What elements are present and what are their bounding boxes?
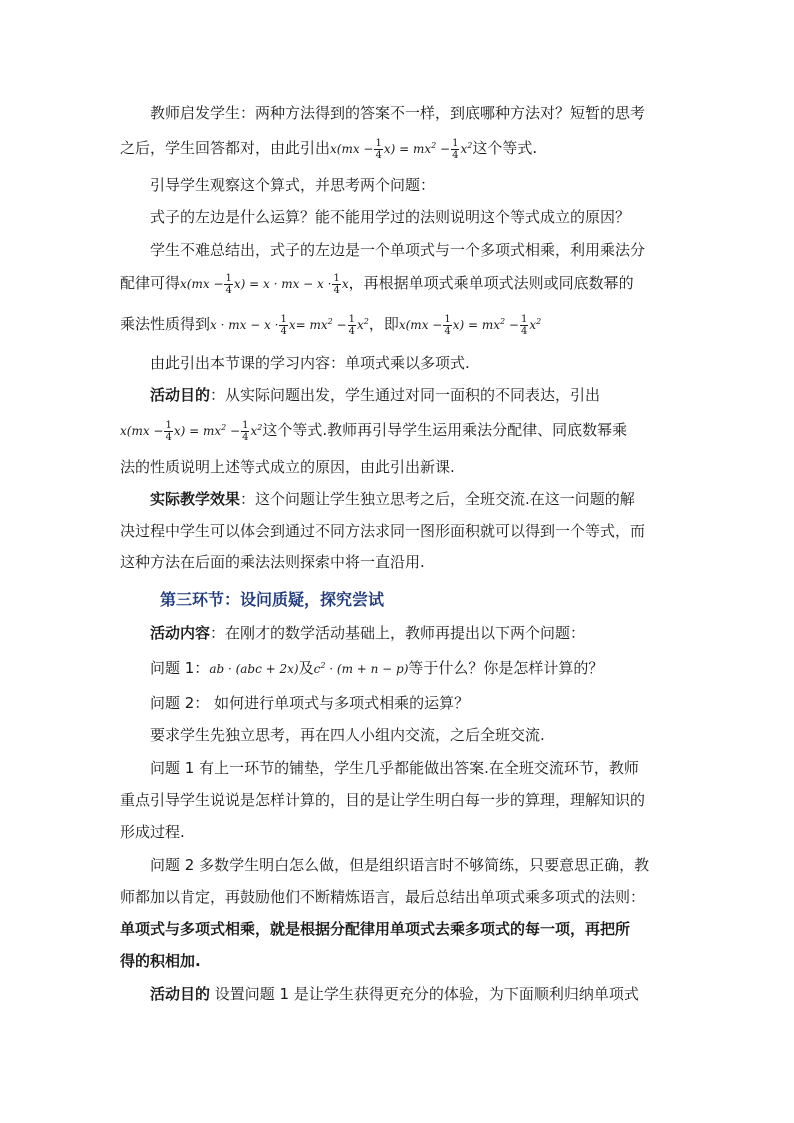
equation: x(mx − $\frac{1}{4}$ $x) = mx^2$ − $\frac{1}{4}$ $x^2$: [398, 314, 542, 337]
activity-purpose-label: 活动目的: [150, 386, 211, 404]
paragraph-line: 引导学生观察这个算式，并思考两个问题：: [150, 176, 436, 194]
paragraph-line: 决过程中学生可以体会到通过不同方法求同一图形面积就可以得到一个等式，而: [120, 522, 646, 540]
paragraph-line: 活动内容：在刚才的数学活动基础上，教师再提出以下两个问题：: [150, 624, 586, 642]
paragraph-line: 重点引导学生说说是怎样计算的，目的是让学生明白每一步的算理，理解知识的: [120, 791, 646, 809]
section-heading: 第三环节：设问质疑，探究尝试: [160, 590, 385, 609]
paragraph-line: 活动目的 设置问题 1 是让学生获得更充分的体验，为下面顺利归纳单项式: [150, 985, 639, 1003]
activity-purpose-label: 活动目的: [150, 985, 211, 1003]
paragraph-line: 师都加以肯定，再鼓励他们不断精炼语言，最后总结出单项式乘多项式的法则：: [120, 888, 646, 906]
activity-content-label: 活动内容: [150, 624, 211, 642]
paragraph-line: 这种方法在后面的乘法法则探索中将一直沿用.: [120, 553, 425, 571]
paragraph-line: 由此引出本节课的学习内容：单项式乘以多项式.: [150, 354, 470, 372]
paragraph-line: 问题 2 多数学生明白怎么做，但是组织语言时不够简练，只要意思正确，教: [150, 856, 650, 874]
paragraph-line: 乘法性质得到x · mx − x · $\frac{1}{4}$ $x= mx^2$ − $\frac{1}{4}$ $x^2$，即x(mx − $\frac{1}{4}$ $x) = mx^2$ − $\frac{1}{4}$ $x^2$: [120, 314, 542, 337]
paragraph-line: x(mx − $\frac{1}{4}$ $x) = mx^2$ − $\frac{1}{4}$ $x^2$这个等式.教师再引导学生运用乘法分配律、同底数幂乘: [120, 420, 628, 443]
teaching-effect-label: 实际教学效果: [150, 490, 241, 508]
expression: ab · (abc + 2x): [209, 662, 299, 676]
paragraph-line: 实际教学效果：这个问题让学生独立思考之后，全班交流.在这一问题的解: [150, 490, 635, 508]
paragraph-line: 要求学生先独立思考，再在四人小组内交流，之后全班交流.: [150, 726, 545, 744]
rule-statement: 单项式与多项式相乘，就是根据分配律用单项式去乘多项式的每一项，再把所: [120, 920, 631, 938]
paragraph-line: 学生不难总结出，式子的左边是一个单项式与一个多项式相乘，利用乘法分: [150, 241, 646, 259]
equation: x(mx − $\frac{1}{4}$ x) = x · mx − x · $\frac{1}{4}$ x: [180, 273, 349, 296]
paragraph-line: 配律可得x(mx − $\frac{1}{4}$ x) = x · mx − x · $\frac{1}{4}$ x，再根据单项式乘单项式法则或同底数幂的: [120, 273, 634, 296]
equation: x(mx − $\frac{1}{4}$ $x) = mx^2$ − $\frac{1}{4}$ $x^2$: [330, 138, 473, 161]
question-2: 问题 2： 如何进行单项式与多项式相乘的运算？: [150, 694, 470, 712]
paragraph-line: 式子的左边是什么运算？能不能用学过的法则说明这个等式成立的原因？: [150, 208, 631, 226]
paragraph-line: 活动目的：从实际问题出发，学生通过对同一面积的不同表达，引出: [150, 386, 601, 404]
equation: x · mx − x · $\frac{1}{4}$ $x= mx^2$ − $\frac{1}{4}$ $x^2$: [210, 314, 369, 337]
rule-statement: 得的积相加.: [120, 952, 201, 970]
paragraph-line: 教师启发学生：两种方法得到的答案不一样，到底哪种方法对？短暂的思考: [150, 104, 646, 122]
question-1: 问题 1：ab · (abc + 2x)及$c^2 \cdot (m + n - p)$等于什么？你是怎样计算的？: [150, 659, 604, 677]
equation: x(mx − $\frac{1}{4}$ $x) = mx^2$ − $\frac{1}{4}$ $x^2$: [120, 420, 263, 443]
paragraph-line: 之后，学生回答都对，由此引出x(mx − $\frac{1}{4}$ $x) = mx^2$ − $\frac{1}{4}$ $x^2$这个等式.: [120, 138, 538, 161]
paragraph-line: 法的性质说明上述等式成立的原因，由此引出新课.: [120, 458, 455, 476]
expression: $c^2 \cdot (m + n - p)$: [313, 661, 409, 676]
paragraph-line: 问题 1 有上一环节的铺垫，学生几乎都能做出答案.在全班交流环节，教师: [150, 759, 639, 777]
paragraph-line: 形成过程.: [120, 823, 185, 841]
